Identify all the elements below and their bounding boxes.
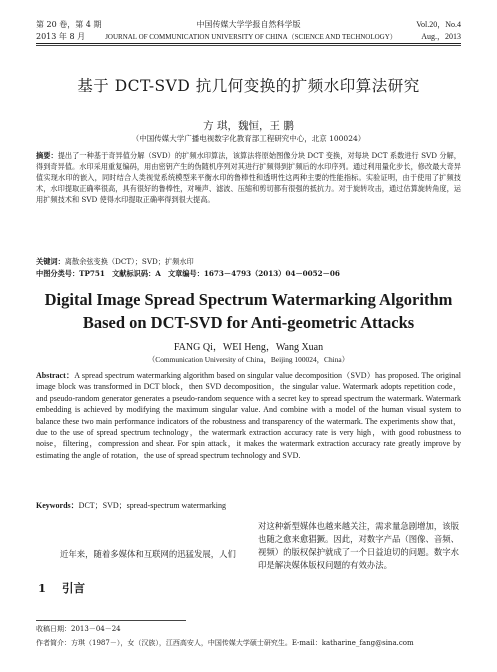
abstract-en-block xyxy=(36,370,461,461)
keywords-cn-block xyxy=(36,256,461,268)
abstract-text-cn: 提出了一种基于奇异值分解（SVD）的扩频水印算法，该算法将原始图像分块 DCT 变换，对每块 DCT 系数进行 SVD 分解，得到奇异值。水印采用重复编码，用由密钥产生的伪随机序列对其进行扩频得到扩频后的水印序列。通过利用量化步长，修改最大奇异值实现水印的嵌入，同时结合人类视觉系统模型来平衡水印的鲁棒性和透明性这两种主要的性能指标。实验证明，由于使用了扩频技术，水印提取正确率很高，具有很好的鲁棒性，对噪声、滤波、压缩和剪切都有很强的抵抗力。对于旋转攻击，通过估算旋转角度，运用扩频技术和 SVD 使得水印提取正确率得到很大提高。 xyxy=(36,151,461,204)
header-date-en: Aug.，2013 xyxy=(421,32,461,41)
footnote-author-info: 作者简介：方琪（1987－），女（汉族），江西高安人，中国传媒大学硕士研究生。E-mail：katharine_fang@sina.com xyxy=(36,639,414,647)
header-rule-top xyxy=(36,43,461,44)
article-title-en-line2: Based on DCT-SVD for Anti-geometric Attacks xyxy=(82,313,415,332)
intro-left-column: 近年来，随着多媒体和互联网的迅猛发展，人们 xyxy=(60,549,236,559)
abstract-label-cn: 摘要： xyxy=(36,151,58,160)
authors-cn: 方 琪，魏恒，王 鹏 xyxy=(203,120,294,132)
keywords-en-block xyxy=(36,500,461,512)
keywords-label-cn: 关键词： xyxy=(36,257,65,266)
section-number: 1 xyxy=(38,581,47,595)
keywords-text-en: DCT；SVD；spread-spectrum watermarking xyxy=(78,501,226,510)
keywords-text-cn: 离散余弦变换（DCT）；SVD；扩频水印 xyxy=(64,257,194,266)
affiliation-cn: （中国传媒大学广播电视数字化教育部工程研究中心，北京 100024） xyxy=(131,134,366,143)
classification-cn: 中图分类号：TP751 文献标识码：A 文章编号：1673－4793（2013）04－0052－06 xyxy=(36,269,340,278)
abstract-text-en: A spread spectrum watermarking algorithm based on singular value decomposition（SVD）has proposed. The original image block was transformed in DCT block，then SVD decomposition，the singular value. Watermark adopts repetition code，and pseudo-random generator generates a pseudo-random sequence with a secret key to spread spectrum the watermark. Watermark embedding is achieved by modifying the maximum singular value. And combine with a model of the human visual system to balance these two main performance indicators of the robustness and transparency of the watermark. The experiments show that，due to the use of spread spectrum technology，the watermark extraction accuracy rate is very high，with good robustness to noise，filtering，compression and shear. For spin attack，it makes the watermark extraction accuracy rate greatly improve by estimating the angle of rotation，the use of spread spectrum technology and SVD. xyxy=(36,371,461,460)
article-title-en-line1: Digital Image Spread Spectrum Watermarking Algorithm xyxy=(44,290,453,309)
header-rule-bottom xyxy=(36,45,461,46)
header-date-cn: 2013 年 8 月 xyxy=(36,32,86,41)
section-heading xyxy=(38,580,85,596)
authors-en: FANG Qi，WEI Heng，Wang Xuan xyxy=(173,342,324,353)
footnote-received: 收稿日期：2013－04－24 xyxy=(36,625,121,633)
section-title: 引言 xyxy=(62,581,86,595)
keywords-label-en: Keywords： xyxy=(36,501,79,510)
article-title-en xyxy=(0,288,497,334)
article-title-cn: 基于 DCT-SVD 抗几何变换的扩频水印算法研究 xyxy=(77,77,420,95)
abstract-cn-block xyxy=(36,150,461,205)
affiliation-en: （Communication University of China，Beijing 100024，China） xyxy=(147,355,350,364)
header-volume-en: Vol.20，No.4 xyxy=(416,20,461,29)
header-journal-en: JOURNAL OF COMMUNICATION UNIVERSITY OF CHINA（SCIENCE AND TECHNOLOGY） xyxy=(105,33,397,41)
intro-right-column: 对这种新型媒体也越来越关注，需求量急剧增加，该版也随之愈来愈猖獗。因此，对数字产品（图像、音频、视频）的版权保护就成了一个日益迫切的问题。数字水印是解决媒体版权问题的有效办法。 xyxy=(258,521,459,570)
abstract-label-en: Abstract： xyxy=(36,371,75,380)
header-volume-cn: 第 20 卷，第 4 期 xyxy=(36,20,102,29)
footnote-rule xyxy=(36,620,186,621)
header-journal-cn: 中国传媒大学学报自然科学版 xyxy=(196,20,301,29)
